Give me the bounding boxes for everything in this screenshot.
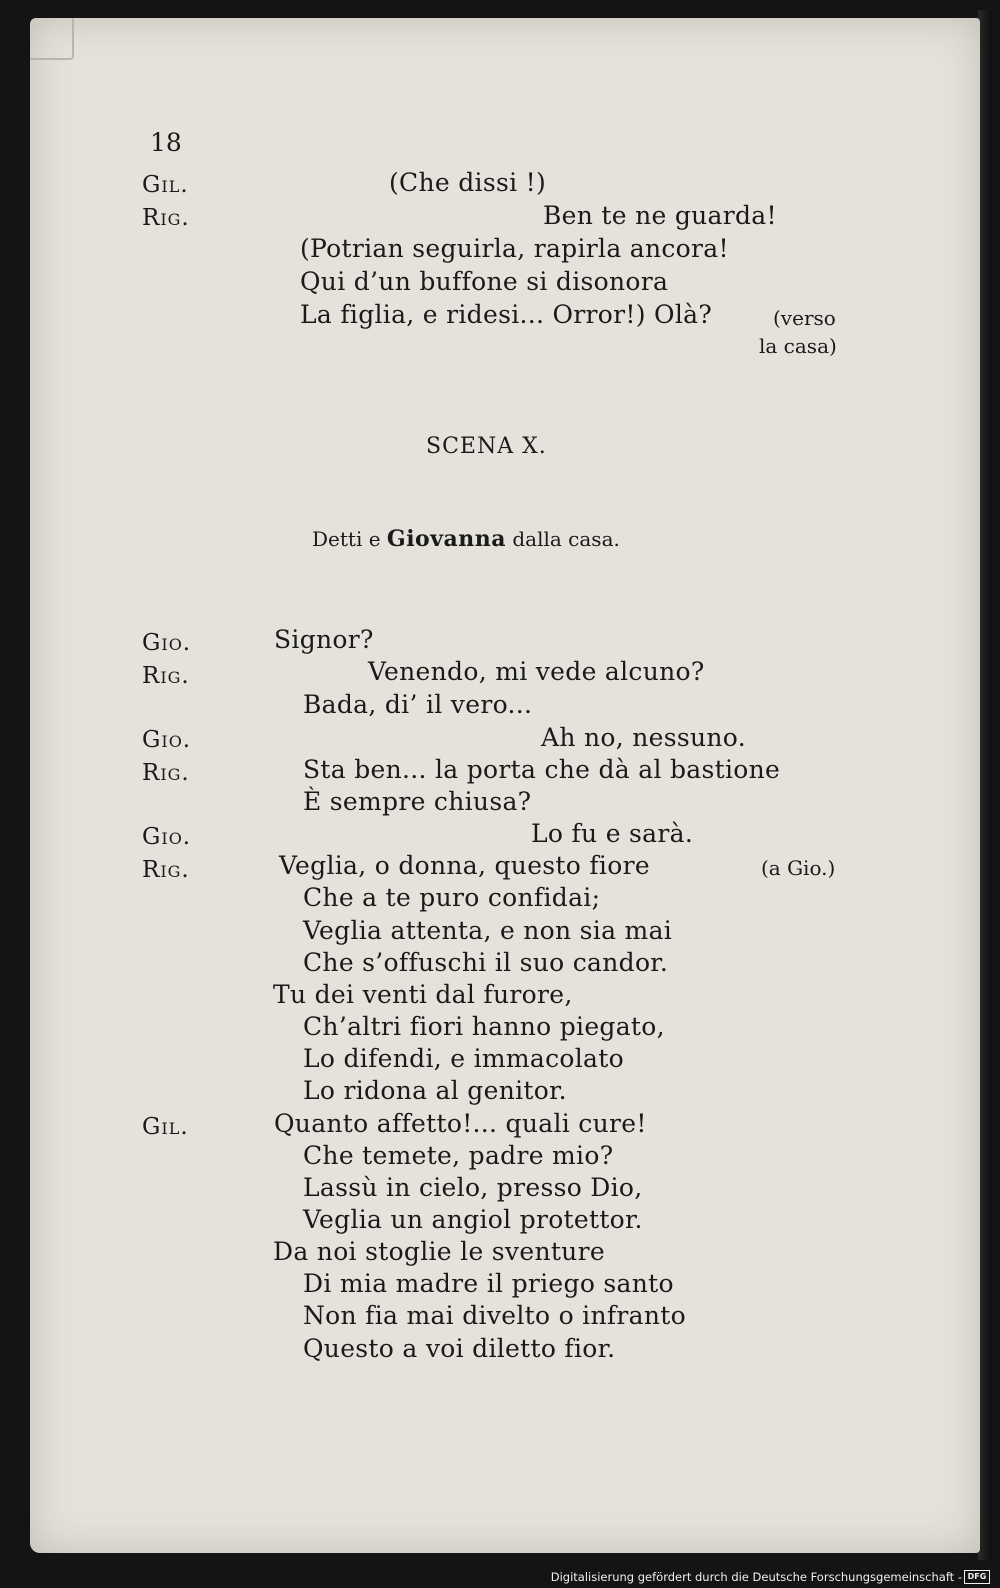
page-corner-fold: [30, 18, 74, 60]
verse-line: Che a te puro confidai;: [303, 883, 601, 912]
speaker-label: Gil.: [142, 172, 189, 198]
page-number: 18: [150, 128, 182, 157]
speaker-label: Rig.: [142, 663, 190, 689]
verse-line: La figlia, e ridesi... Orror!) Olà?: [300, 300, 713, 329]
verse-line: Quanto affetto!... quali cure!: [274, 1109, 647, 1138]
verse-line: Tu dei venti dal furore,: [273, 980, 573, 1009]
scene-heading: SCENA X.: [426, 434, 547, 459]
scene-sub-post: dalla casa.: [512, 527, 620, 551]
verse-line: Veglia attenta, e non sia mai: [303, 916, 673, 945]
verse-line: Di mia madre il priego santo: [303, 1269, 674, 1298]
verse-line: Questo a voi diletto fior.: [303, 1334, 616, 1363]
verse-line: Lassù in cielo, presso Dio,: [303, 1173, 643, 1202]
verse-line: (Potrian seguirla, rapirla ancora!: [300, 234, 729, 263]
verse-line: Signor?: [274, 625, 374, 654]
speaker-label: Rig.: [142, 760, 190, 786]
book-spine: [978, 10, 992, 1560]
digitization-credit: Digitalisierung gefördert durch die Deutsche Forschungsgemeinschaft -: [550, 1570, 962, 1584]
verse-line: (Che dissi !): [389, 168, 547, 197]
verse-line: Ah no, nessuno.: [541, 723, 746, 752]
verse-line: Sta ben... la porta che dà al bastione: [303, 755, 781, 784]
verse-line: Che temete, padre mio?: [303, 1141, 614, 1170]
speaker-label: Gio.: [142, 727, 192, 753]
verse-line: Veglia un angiol protettor.: [303, 1205, 643, 1234]
verse-line: Qui d’un buffone si disonora: [300, 267, 669, 296]
verse-line: Venendo, mi vede alcuno?: [368, 657, 705, 686]
verse-line: Lo ridona al genitor.: [303, 1076, 567, 1105]
speaker-label: Gio.: [142, 630, 192, 656]
verse-line: Bada, di’ il vero...: [303, 690, 533, 719]
verse-line: Ch’altri fiori hanno piegato,: [303, 1012, 665, 1041]
verse-line: Che s’offuschi il suo candor.: [303, 948, 669, 977]
stage-direction: (verso: [773, 306, 836, 330]
dfg-logo: DFG: [964, 1570, 990, 1584]
speaker-label: Gil.: [142, 1114, 189, 1140]
speaker-label: Rig.: [142, 205, 190, 231]
verse-line: Lo fu e sarà.: [531, 819, 694, 848]
scene-sub-character: Giovanna: [386, 526, 507, 552]
verse-line: Da noi stoglie le sventure: [273, 1237, 605, 1266]
scene-sub-pre: Detti e: [312, 527, 381, 551]
stage-direction: (a Gio.): [761, 856, 836, 880]
scene-subtitle: [312, 526, 620, 552]
verse-line: È sempre chiusa?: [303, 787, 532, 816]
verse-line: Non fia mai divelto o infranto: [303, 1301, 686, 1330]
speaker-label: Gio.: [142, 824, 192, 850]
verse-line: Lo difendi, e immacolato: [303, 1044, 624, 1073]
speaker-label: Rig.: [142, 857, 190, 883]
stage-direction: la casa): [759, 334, 837, 358]
verse-line: Veglia, o donna, questo fiore: [279, 851, 650, 880]
verse-line: Ben te ne guarda!: [543, 201, 777, 230]
